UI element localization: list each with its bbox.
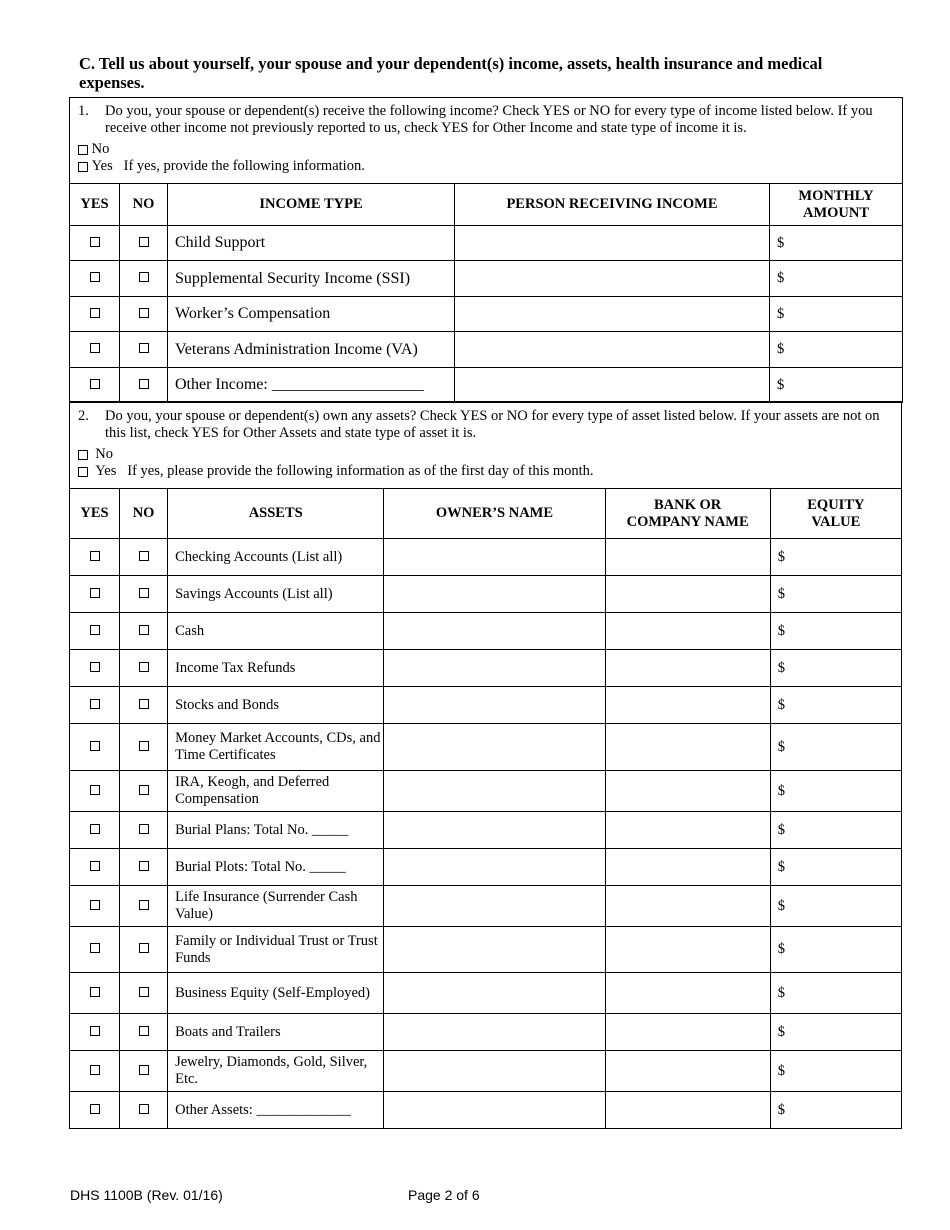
yes-checkbox[interactable] [90,551,100,561]
asset-label: Income Tax Refunds [168,650,384,687]
yes-cell [70,613,120,650]
form-id: DHS 1100B (Rev. 01/16) [70,1187,223,1203]
income-type-label: Supplemental Security Income (SSI) [168,261,455,297]
equity-value-field[interactable]: $ [770,687,901,724]
asset-label: Family or Individual Trust or Trust Funds [168,927,384,973]
equity-value-field[interactable]: $ [770,613,901,650]
yes-checkbox[interactable] [90,824,100,834]
monthly-amount-field[interactable]: $ [770,332,903,368]
equity-value-field[interactable]: $ [770,1051,901,1092]
asset-row [70,927,902,973]
owner-name-field[interactable] [384,771,605,812]
asset-row [70,724,902,771]
asset-label: Business Equity (Self-Employed) [168,973,384,1014]
owner-name-field[interactable] [384,1092,605,1129]
yes-cell [70,849,120,886]
income-row [70,226,903,261]
equity-value-field[interactable]: $ [770,973,901,1014]
yes-checkbox[interactable] [90,987,100,997]
no-checkbox[interactable] [139,308,149,318]
col-person: PERSON RECEIVING INCOME [455,184,770,226]
no-checkbox[interactable] [139,741,149,751]
owner-name-field[interactable] [384,849,605,886]
no-cell [120,1051,168,1092]
asset-row [70,771,902,812]
yes-cell [70,812,120,849]
q2-yes-label: Yes [95,463,117,479]
q1-no-checkbox[interactable] [78,145,88,155]
asset-label: Savings Accounts (List all) [168,576,384,613]
yes-checkbox[interactable] [90,1065,100,1075]
income-header-row [70,184,903,226]
no-checkbox[interactable] [139,272,149,282]
income-type-label: Other Income: ___________________ [168,368,455,403]
asset-label: Life Insurance (Surrender Cash Value) [168,886,384,927]
no-cell [120,927,168,973]
yes-cell [70,1014,120,1051]
person-receiving-field[interactable] [455,261,770,297]
no-cell [120,332,168,368]
asset-label: Money Market Accounts, CDs, and Time Certificates [168,724,384,771]
asset-label: IRA, Keogh, and Deferred Compensation [168,771,384,812]
no-cell [120,724,168,771]
yes-checkbox[interactable] [90,699,100,709]
no-checkbox[interactable] [139,237,149,247]
yes-cell [70,1051,120,1092]
equity-value-field[interactable]: $ [770,812,901,849]
person-receiving-field[interactable] [455,226,770,261]
yes-checkbox[interactable] [90,861,100,871]
income-row [70,297,903,332]
income-row [70,332,903,368]
no-cell [120,1014,168,1051]
no-cell [120,886,168,927]
question-number: 1. [78,103,89,119]
no-cell [120,1092,168,1129]
no-cell [120,771,168,812]
equity-value-field[interactable]: $ [770,886,901,927]
asset-row [70,1051,902,1092]
bank-company-field[interactable] [605,886,770,927]
yes-checkbox[interactable] [90,741,100,751]
equity-value-field[interactable]: $ [770,1014,901,1051]
asset-row [70,687,902,724]
asset-row [70,576,902,613]
no-checkbox[interactable] [139,588,149,598]
col-income-type: INCOME TYPE [168,184,455,226]
no-cell [120,539,168,576]
no-checkbox[interactable] [139,785,149,795]
yes-checkbox[interactable] [90,625,100,635]
yes-checkbox[interactable] [90,900,100,910]
bank-company-field[interactable] [605,724,770,771]
asset-row [70,849,902,886]
col-yes: YES [70,184,120,226]
yes-cell [70,771,120,812]
equity-value-field[interactable]: $ [770,849,901,886]
asset-row [70,539,902,576]
q2-yes-checkbox[interactable] [78,467,88,477]
no-cell [120,261,168,297]
asset-label: Other Assets: _____________ [168,1092,384,1129]
equity-value-field[interactable]: $ [770,1092,901,1129]
bank-company-field[interactable] [605,973,770,1014]
q2-no-checkbox[interactable] [78,450,88,460]
yes-cell [70,724,120,771]
yes-checkbox[interactable] [90,1026,100,1036]
yes-cell [70,650,120,687]
income-type-label: Veterans Administration Income (VA) [168,332,455,368]
no-checkbox[interactable] [139,987,149,997]
no-checkbox[interactable] [139,662,149,672]
yes-cell [70,332,120,368]
yes-checkbox[interactable] [90,785,100,795]
owner-name-field[interactable] [384,812,605,849]
page-number: Page 2 of 6 [408,1187,480,1203]
yes-checkbox[interactable] [90,237,100,247]
person-receiving-field[interactable] [455,297,770,332]
bank-company-field[interactable] [605,613,770,650]
owner-name-field[interactable] [384,1014,605,1051]
col-assets: ASSETS [168,489,384,539]
yes-cell [70,1092,120,1129]
owner-name-field[interactable] [384,687,605,724]
owner-name-field[interactable] [384,724,605,771]
bank-company-field[interactable] [605,812,770,849]
yes-checkbox[interactable] [90,272,100,282]
no-checkbox[interactable] [139,625,149,635]
asset-label: Burial Plots: Total No. _____ [168,849,384,886]
q1-yes-note: If yes, provide the following information. [123,158,365,174]
owner-name-field[interactable] [384,927,605,973]
question-1 [70,98,903,184]
yes-cell [70,687,120,724]
col-yes: YES [70,489,120,539]
equity-value-field[interactable]: $ [770,927,901,973]
no-cell [120,297,168,332]
asset-header-row [70,489,902,539]
question-text: Do you, your spouse or dependent(s) receive the following income? Check YES or NO for every type of income listed below. If you receive other income not previously reported to us, check YES for Other Income and state type of income it is. [105,103,873,136]
yes-cell [70,927,120,973]
monthly-amount-field[interactable]: $ [770,368,903,403]
equity-value-field[interactable]: $ [770,771,901,812]
no-cell [120,613,168,650]
yes-checkbox[interactable] [90,662,100,672]
bank-company-field[interactable] [605,539,770,576]
no-checkbox[interactable] [139,343,149,353]
yes-cell [70,297,120,332]
owner-name-field[interactable] [384,613,605,650]
bank-company-field[interactable] [605,927,770,973]
yes-cell [70,539,120,576]
yes-cell [70,973,120,1014]
yes-cell [70,261,120,297]
asset-row [70,650,902,687]
col-no: NO [120,489,168,539]
yes-cell [70,226,120,261]
question-2 [70,402,902,489]
yes-checkbox[interactable] [90,343,100,353]
bank-company-field[interactable] [605,1092,770,1129]
no-checkbox[interactable] [139,900,149,910]
question-text: Do you, your spouse or dependent(s) own any assets? Check YES or NO for every type of asset listed below. If your assets are not on this list, check YES for Other Assets and state type of asset it is. [105,408,880,441]
owner-name-field[interactable] [384,886,605,927]
equity-value-field[interactable]: $ [770,724,901,771]
col-owner: OWNER’S NAME [384,489,605,539]
bank-company-field[interactable] [605,1051,770,1092]
bank-company-field[interactable] [605,1014,770,1051]
bank-company-field[interactable] [605,576,770,613]
no-checkbox[interactable] [139,379,149,389]
asset-row [70,613,902,650]
income-type-label: Child Support [168,226,455,261]
asset-row [70,973,902,1014]
asset-label: Checking Accounts (List all) [168,539,384,576]
q2-no-label: No [95,446,113,462]
yes-checkbox[interactable] [90,588,100,598]
asset-row [70,1014,902,1051]
asset-label: Burial Plans: Total No. _____ [168,812,384,849]
asset-row [70,812,902,849]
monthly-amount-field[interactable]: $ [770,297,903,332]
no-cell [120,368,168,403]
section-heading: C. Tell us about yourself, your spouse and your dependent(s) income, assets, health insurance and medical expenses. [79,54,823,92]
yes-checkbox[interactable] [90,943,100,953]
no-cell [120,226,168,261]
col-equity: EQUITY VALUE [770,489,901,539]
no-checkbox[interactable] [139,1026,149,1036]
no-cell [120,576,168,613]
owner-name-field[interactable] [384,973,605,1014]
no-cell [120,973,168,1014]
asset-label: Cash [168,613,384,650]
bank-company-field[interactable] [605,771,770,812]
income-row [70,261,903,297]
no-cell [120,812,168,849]
bank-company-field[interactable] [605,687,770,724]
owner-name-field[interactable] [384,650,605,687]
person-receiving-field[interactable] [455,368,770,403]
asset-row [70,1092,902,1129]
no-checkbox[interactable] [139,861,149,871]
owner-name-field[interactable] [384,576,605,613]
col-monthly-amount: MONTHLY AMOUNT [770,184,903,226]
no-checkbox[interactable] [139,824,149,834]
yes-checkbox[interactable] [90,308,100,318]
no-cell [120,849,168,886]
col-no: NO [120,184,168,226]
equity-value-field[interactable]: $ [770,576,901,613]
no-checkbox[interactable] [139,1065,149,1075]
yes-checkbox[interactable] [90,379,100,389]
no-cell [120,650,168,687]
q1-no-label: No [91,141,110,157]
asset-label: Stocks and Bonds [168,687,384,724]
asset-label: Jewelry, Diamonds, Gold, Silver, Etc. [168,1051,384,1092]
asset-label: Boats and Trailers [168,1014,384,1051]
yes-cell [70,368,120,403]
no-cell [120,687,168,724]
q1-yes-checkbox[interactable] [78,162,88,172]
no-checkbox[interactable] [139,699,149,709]
q1-yes-label: Yes [91,158,113,174]
no-checkbox[interactable] [139,551,149,561]
owner-name-field[interactable] [384,539,605,576]
equity-value-field[interactable]: $ [770,539,901,576]
q2-yes-note: If yes, please provide the following information as of the first day of this month. [127,463,594,479]
owner-name-field[interactable] [384,1051,605,1092]
equity-value-field[interactable]: $ [770,650,901,687]
question-number: 2. [78,408,89,424]
yes-cell [70,886,120,927]
no-checkbox[interactable] [139,943,149,953]
yes-cell [70,576,120,613]
bank-company-field[interactable] [605,849,770,886]
monthly-amount-field[interactable]: $ [770,226,903,261]
income-table [69,97,903,403]
person-receiving-field[interactable] [455,332,770,368]
col-bank: BANK OR COMPANY NAME [605,489,770,539]
asset-row [70,886,902,927]
income-row [70,368,903,403]
no-checkbox[interactable] [139,1104,149,1114]
bank-company-field[interactable] [605,650,770,687]
yes-checkbox[interactable] [90,1104,100,1114]
asset-table [69,401,902,1129]
monthly-amount-field[interactable]: $ [770,261,903,297]
income-type-label: Worker’s Compensation [168,297,455,332]
